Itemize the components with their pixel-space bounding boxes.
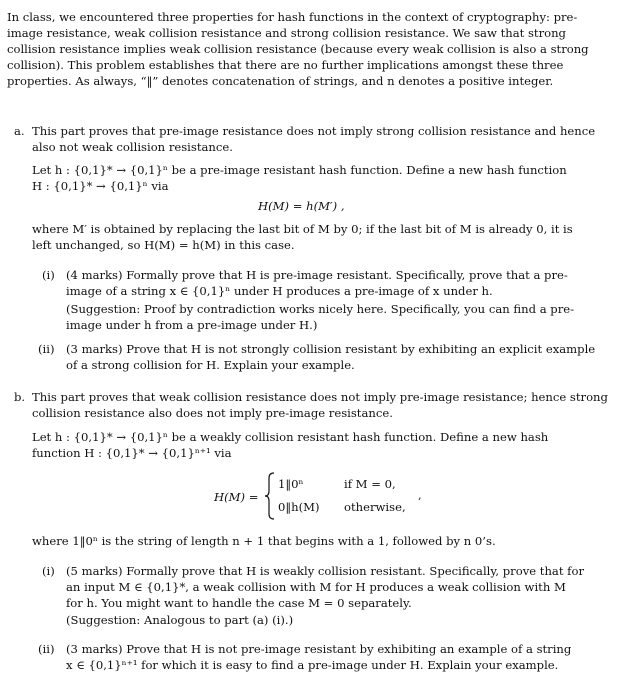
part-a-ii-label: (ii) [38, 342, 55, 356]
part-b-line: This part proves that weak collision resistance does not imply pre-image resistance; hence strong [32, 390, 608, 404]
formula-case2-value: 0‖h(M) [278, 500, 320, 514]
intro-line: collision). This problem establishes that there are no further implications amongst these three [7, 58, 564, 72]
part-a-line: where M′ is obtained by replacing the last bit of M by 0; if the last bit of M is already 0, it is [32, 222, 573, 236]
part-a-line: This part proves that pre-image resistance does not imply strong collision resistance and hence [32, 124, 596, 138]
part-a-ii-line: of a strong collision for H. Explain your example. [66, 358, 355, 372]
part-b-ii-line: (3 marks) Prove that H is not pre-image resistant by exhibiting an example of a string [66, 642, 572, 656]
part-a-label: a. [14, 124, 25, 138]
part-b-line: function H : {0,1}* → {0,1}ⁿ⁺¹ via [32, 446, 232, 460]
part-a-ii-line: (3 marks) Prove that H is not strongly collision resistant by exhibiting an explicit example [66, 342, 596, 356]
part-a-line: H : {0,1}* → {0,1}ⁿ via [32, 179, 169, 193]
part-b-i-line: an input M ∈ {0,1}*, a weak collision with M for H produces a weak collision with M [66, 580, 566, 594]
part-a-formula: H(M) = h(M′) , [258, 199, 345, 213]
formula-case1-value: 1‖0ⁿ [278, 477, 304, 491]
formula-trailing-comma: , [418, 488, 422, 502]
part-b-ii-line: x ∈ {0,1}ⁿ⁺¹ for which it is easy to find a pre-image under H. Explain your example. [66, 658, 559, 672]
part-a-i-suggestion: image under h from a pre-image under H.) [66, 318, 318, 332]
part-a-line: also not weak collision resistance. [32, 140, 233, 154]
part-b-ii-label: (ii) [38, 642, 55, 656]
part-a-i-line: (4 marks) Formally prove that H is pre-image resistant. Specifically, prove that a pre- [66, 268, 568, 282]
left-brace-icon [264, 472, 276, 520]
part-b-label: b. [14, 390, 26, 404]
part-b-i-label: (i) [42, 564, 55, 578]
intro-line: In class, we encountered three properties for hash functions in the context of cryptography: pre- [7, 10, 578, 24]
formula-case1-condition: if M = 0, [344, 477, 396, 491]
part-a-i-label: (i) [42, 268, 55, 282]
formula-case2-condition: otherwise, [344, 500, 406, 514]
intro-line: properties. As always, “‖” denotes concatenation of strings, and n denotes a positive integer. [7, 74, 554, 88]
intro-line: image resistance, weak collision resistance and strong collision resistance. We saw that strong [7, 26, 566, 40]
part-a-i-line: image of a string x ∈ {0,1}ⁿ under H produces a pre-image of x under h. [66, 284, 493, 298]
part-b-i-line: for h. You might want to handle the case M = 0 separately. [66, 596, 412, 610]
part-b-line: Let h : {0,1}* → {0,1}ⁿ be a weakly collision resistant hash function. Define a new hash [32, 430, 549, 444]
part-b-line: where 1‖0ⁿ is the string of length n + 1 that begins with a 1, followed by n 0’s. [32, 534, 496, 548]
formula-lhs: H(M) = [214, 490, 259, 504]
part-b-i-line: (5 marks) Formally prove that H is weakly collision resistant. Specifically, prove that for [66, 564, 584, 578]
intro-line: collision resistance implies weak collision resistance (because every weak collision is also a strong [7, 42, 589, 56]
part-b-i-suggestion: (Suggestion: Analogous to part (a) (i).) [66, 613, 294, 627]
part-b-line: collision resistance also does not imply pre-image resistance. [32, 406, 393, 420]
part-a-line: Let h : {0,1}* → {0,1}ⁿ be a pre-image resistant hash function. Define a new hash function [32, 163, 567, 177]
part-a-line: left unchanged, so H(M) = h(M) in this case. [32, 238, 295, 252]
part-a-i-suggestion: (Suggestion: Proof by contradiction works nicely here. Specifically, you can find a pre- [66, 302, 575, 316]
